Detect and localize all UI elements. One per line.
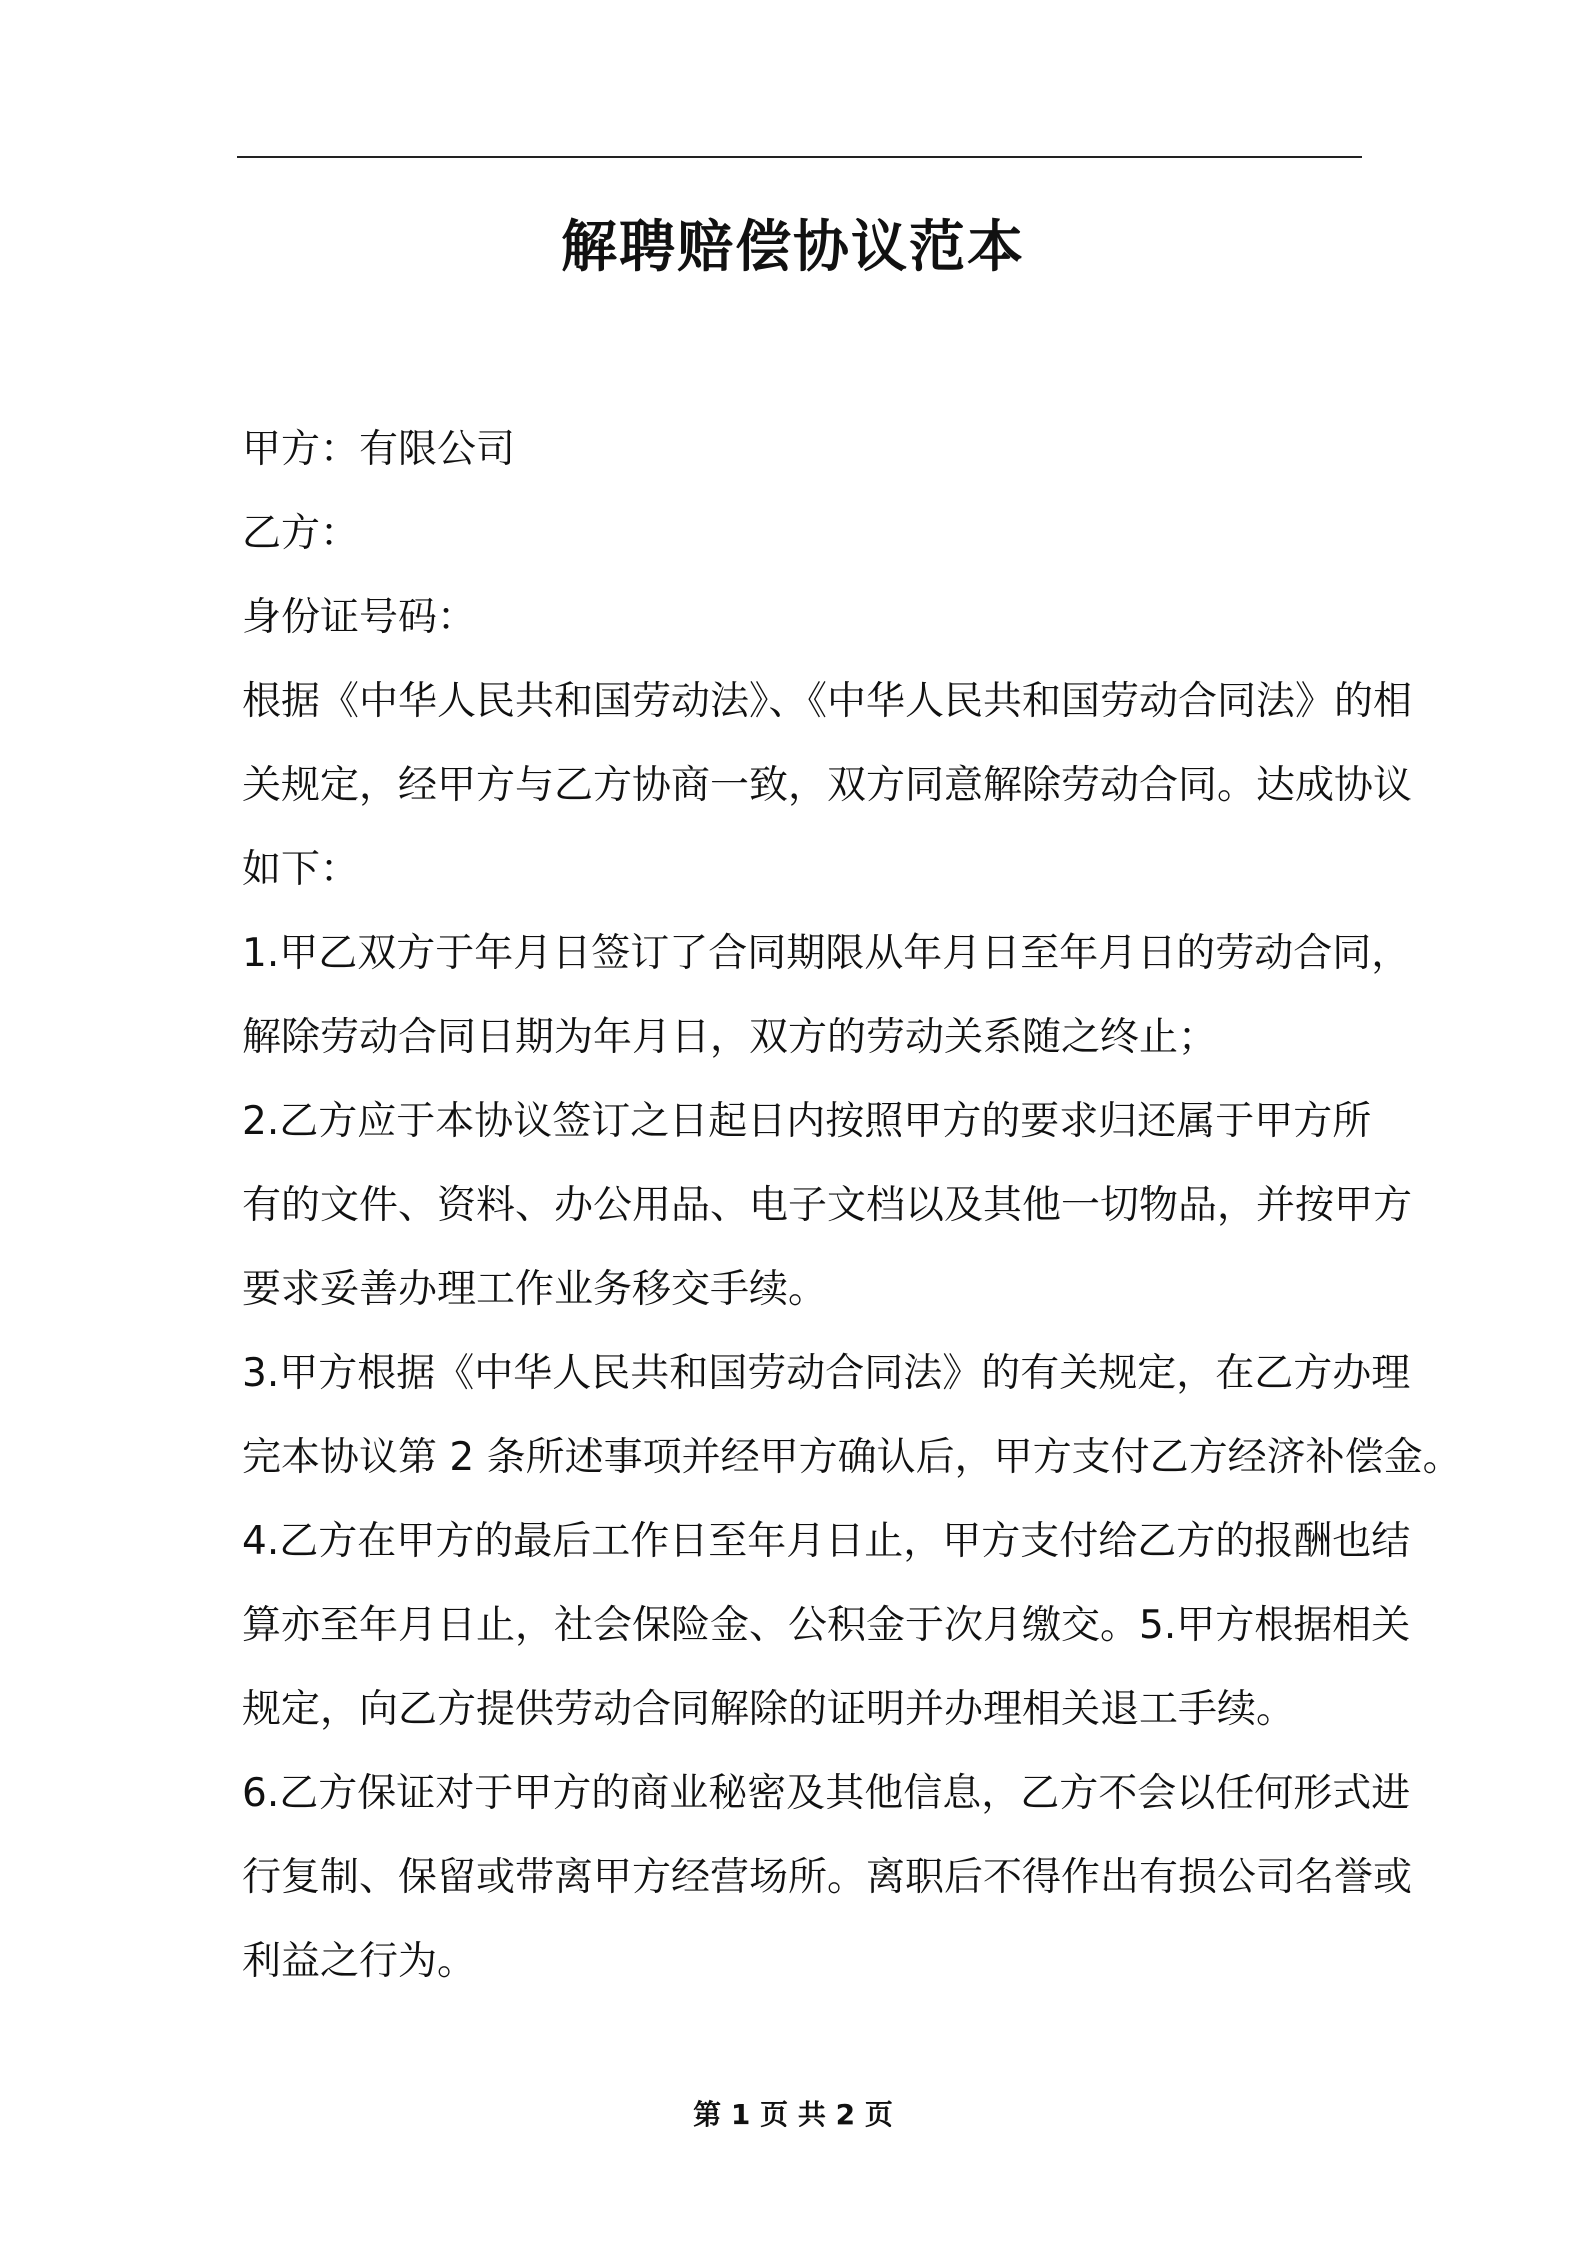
- body-line: 关规定，经甲方与乙方协商一致，双方同意解除劳动合同。达成协议: [242, 763, 1413, 808]
- clause-4-line: 4.乙方在甲方的最后工作日至年月日止，甲方支付给乙方的报酬也结: [242, 1519, 1411, 1564]
- clause-1-line: 1.甲乙双方于年月日签订了合同期限从年月日至年月日的劳动合同，: [242, 931, 1411, 976]
- clause-2-line: 2.乙方应于本协议签订之日起日内按照甲方的要求归还属于甲方所: [242, 1099, 1372, 1144]
- clause-4-5-line: 算亦至年月日止，社会保险金、公积金于次月缴交。5.甲方根据相关: [242, 1603, 1411, 1648]
- party-a-line: 甲方：有限公司: [242, 427, 516, 472]
- clause-2-line: 要求妥善办理工作业务移交手续。: [242, 1267, 828, 1312]
- document-title: 解聘赔偿协议范本: [561, 215, 1025, 280]
- id-number-line: 身份证号码：: [242, 595, 477, 640]
- page-number: 第 1 页 共 2 页: [693, 2098, 893, 2131]
- body-line: 根据《中华人民共和国劳动法》、《中华人民共和国劳动合同法》的相: [242, 679, 1413, 724]
- clause-1-line: 解除劳动合同日期为年月日，双方的劳动关系随之终止；: [242, 1015, 1218, 1060]
- clause-6-line: 行复制、保留或带离甲方经营场所。离职后不得作出有损公司名誉或: [242, 1855, 1413, 1900]
- clause-6-line: 利益之行为。: [242, 1939, 477, 1984]
- clause-6-line: 6.乙方保证对于甲方的商业秘密及其他信息，乙方不会以任何形式进: [242, 1771, 1411, 1816]
- clause-3-line: 3.甲方根据《中华人民共和国劳动合同法》的有关规定，在乙方办理: [242, 1351, 1411, 1396]
- clause-5-line: 规定，向乙方提供劳动合同解除的证明并办理相关退工手续。: [242, 1687, 1296, 1732]
- body-line: 如下：: [242, 847, 360, 892]
- clause-2-line: 有的文件、资料、办公用品、电子文档以及其他一切物品，并按甲方: [242, 1183, 1413, 1228]
- header-rule: [237, 156, 1362, 158]
- party-b-line: 乙方：: [242, 511, 360, 556]
- document-body: [242, 408, 1462, 2004]
- clause-3-line: 完本协议第 2 条所述事项并经甲方确认后，甲方支付乙方经济补偿金。: [242, 1435, 1462, 1480]
